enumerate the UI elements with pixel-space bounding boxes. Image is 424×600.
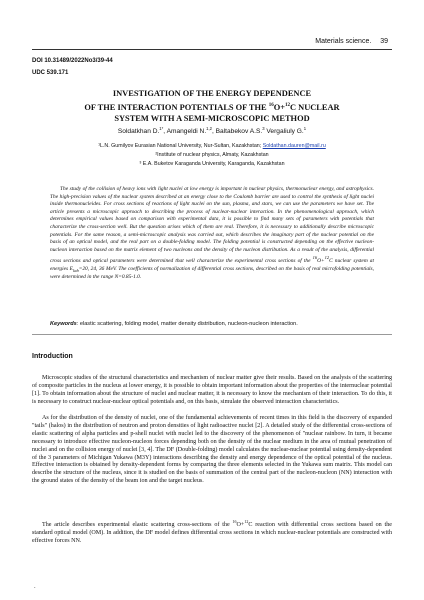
keywords xyxy=(50,321,374,327)
body-paragraph-1: Microscopic studies of the structural characteristics and mechanism of nuclear matter give their results. Based on the analysis of the scattering of composite particles in the nucleus at lower energy, it is possible to obtain important information about the properties of the internuclear potential [1]. To obtain information about the structure of nuclei and nuclear matter, it is necessary to know the mechanism of their interaction. To do this, it is necessary to construct nuclear-nuclear optical potentials and, on this basis, simulate the observed interaction characteristics. xyxy=(32,375,392,405)
keywords-divider xyxy=(32,334,392,335)
author-list: Soldatkhan D.$^{1*}$, Amangeldi N.$^{1,2}$, Baltabekov A.S.$^3$ Vergaliuly G.$^1$ xyxy=(117,126,307,136)
affiliation-2: ²Institute of nuclear physics, Almaty, Kazakhstan xyxy=(155,152,269,158)
running-header xyxy=(315,38,388,45)
keywords-text: : elastic scattering, folding model, matter density distribution, nucleon-nucleon interaction. xyxy=(76,321,298,327)
article-title xyxy=(32,88,392,124)
keywords-label: Keywords xyxy=(50,321,77,327)
title-line-3: SYSTEM WITH A SEMI-MICROSCOPIC METHOD xyxy=(114,113,310,123)
body-paragraph-3: The article describes experimental elastic scattering cross-sections of the $^{16}$O+$^{12}$C reaction with differential cross sections based on the standard optical model (OM). In addition, the DF model defines differential cross sections in which nuclear-nuclear potentials are constructed with effective forces NN. xyxy=(32,519,392,544)
title-line-2: OF THE INTERACTION POTENTIALS OF THE $^{16}$O+$^{12}$C NUCLEAR xyxy=(84,102,340,112)
title-line-1: INVESTIGATION OF THE ENERGY DEPENDENCE xyxy=(112,89,312,98)
journal-section-name: Materials science. xyxy=(315,38,372,45)
affiliation-3: ³ E.A. Buketov Karaganda University, Karaganda, Kazakhstan xyxy=(139,161,285,167)
page-number: 39 xyxy=(380,38,388,45)
author-email-link[interactable]: Soldathan.dauren@mail.ru xyxy=(262,143,326,149)
affiliation-1: ¹L.N. Gumilyov Eurasian National University, Nur-Sultan, Kazakhstan; Soldathan.dauren@mail.ru xyxy=(98,143,326,149)
udc-line: UDC 539.171 xyxy=(32,70,69,76)
abstract: The study of the collision of heavy ions with light nuclei at low energy is important in nuclear physics, thermonuclear energy, and astrophysics. The high-precision values of the nuclear system described at an energy close to the Coulomb barrier are used to control the synthesis of light nuclei inside thermonucleides. For cross sections of reactions of light nuclei on the sun, plasma, and stars, we can use the parameters we have set. The article presents a microscopic approach to describing the process of nuclear-nuclear interaction. In the phenomenological approach, which determines empirical values based on comparison with experimental data, it is possible to find many sets of parameters with potentials that characterize the cross-section well. But the question arises which of them are real. Therefore, it is necessary to additionally describe microscopic potentials. For the same reason, a semi-microscopic analysis was carried out, which describes the imaginary part of the nuclear potential on the basis of an optical model, and the real part on a double-folding model. The folding potential is constructed depending on the effective nucleon-nucleon interaction based on the matrix element of two nucleons and the density of the nucleon distribution. As a result of the analysis, differential cross sections and optical parameters were determined that well characterize the experimental cross sections of the $^{16}$O+$^{12}$C nuclear system at energies $E_{lab}=20$, 24, 36 MeV. The coefficients of normalization of differential cross sections, described on the basis of real microfolding potentials, were determined in the range N=0.85-1.0. xyxy=(50,186,375,281)
header-divider xyxy=(32,49,392,50)
body-paragraph-2: As for the distribution of the density of nuclei, one of the fundamental achievements of recent times in this field is the discovery of expanded "tails" (halos) in the distribution of neutron and proton densities of light radioactive nuclei [2]. A detailed study of the differential cross-sections of elastic scattering of alpha particles and p-shell nuclei with nuclei led to the discovery of the phenomenon of "nuclear rainbow. In turn, it became necessary to introduce effective nucleon-nucleon forces depending both on the density of the nuclear medium in the area of mutual penetration of nuclei and on the collision energy of nuclei [3, 4]. The DF (Double-folding) model calculates the nuclear-nuclear potential using density-dependent of the 3 parameters of Michigan Yukawa (M3Y) interactions describing the density and energy dependence of the optical potential of the nucleus. Effective interaction is obtained by density-dependent forms by comparing the three elements selected in the Yukawa sum matrix. This model can describe the structure of the nucleus, since it is studied on the basis of summation of the central part of the nucleon-nucleon (NN) interaction with the ground states of the density of the beam ion and the target nucleus. xyxy=(32,415,392,485)
footer-mark: . xyxy=(34,584,36,590)
section-heading-introduction: Introduction xyxy=(32,353,73,360)
doi-line: DOI 10.31489/2022No3/39-44 xyxy=(32,58,113,64)
